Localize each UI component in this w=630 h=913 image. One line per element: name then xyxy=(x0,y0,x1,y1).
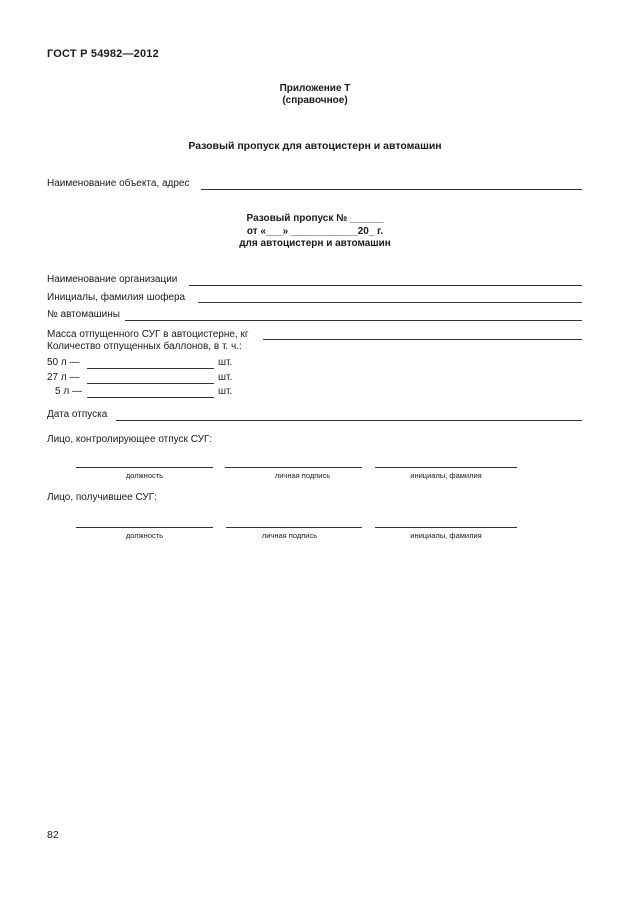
release-date-label: Дата отпуска xyxy=(47,409,108,420)
mass-label: Масса отпущенного СУГ в автоцистерне, кг xyxy=(47,329,249,340)
controller-name-caption: инициалы, фамилия xyxy=(410,471,482,480)
object-address-label: Наименование объекта, адрес xyxy=(47,178,190,189)
cylinders-5-label: 5 л — xyxy=(55,386,82,397)
pass-date-line: от «___» ____________20_ г. xyxy=(246,226,384,237)
controller-position-line xyxy=(76,467,213,468)
receiver-signature-line xyxy=(226,527,362,528)
release-date-line xyxy=(116,420,582,421)
receiver-signature-caption: личная подпись xyxy=(261,531,318,540)
document-title: Разовый пропуск для автоцистерн и автомашин xyxy=(188,140,442,152)
appendix-title: Приложение Т xyxy=(279,83,351,94)
cylinders-50-line xyxy=(87,368,214,369)
driver-line xyxy=(198,302,582,303)
cylinders-50-label: 50 л — xyxy=(47,357,80,368)
controller-name-line xyxy=(375,467,517,468)
receiver-name-caption: инициалы, фамилия xyxy=(410,531,482,540)
cylinders-50-unit: шт. xyxy=(218,357,233,368)
cylinders-5-unit: шт. xyxy=(218,386,233,397)
cylinders-27-label: 27 л — xyxy=(47,372,80,383)
driver-label: Инициалы, фамилия шофера xyxy=(47,292,186,303)
appendix-subtitle: (справочное) xyxy=(282,95,348,106)
pass-vehicle-type-line: для автоцистерн и автомашин xyxy=(239,238,391,249)
standard-number: ГОСТ Р 54982—2012 xyxy=(47,48,159,60)
receiver-name-line xyxy=(375,527,517,528)
organization-line xyxy=(189,285,582,286)
cylinders-27-line xyxy=(87,383,214,384)
controller-signature-caption: личная подпись xyxy=(274,471,331,480)
organization-label: Наименование организации xyxy=(47,274,178,285)
vehicle-line xyxy=(125,320,582,321)
vehicle-label: № автомашины xyxy=(47,309,120,320)
cylinders-27-unit: шт. xyxy=(218,372,233,383)
object-address-line xyxy=(201,189,582,190)
controller-label: Лицо, контролирующее отпуск СУГ: xyxy=(47,434,213,445)
mass-line xyxy=(263,339,582,340)
receiver-label: Лицо, получившее СУГ: xyxy=(47,492,157,503)
pass-number-line: Разовый пропуск № ______ xyxy=(246,213,384,224)
controller-position-caption: должность xyxy=(125,471,164,480)
cylinders-5-line xyxy=(87,397,214,398)
page-number: 82 xyxy=(47,829,59,841)
cylinders-title: Количество отпущенных баллонов, в т. ч.: xyxy=(47,341,242,352)
receiver-position-line xyxy=(76,527,213,528)
receiver-position-caption: должность xyxy=(125,531,164,540)
controller-signature-line xyxy=(225,467,362,468)
